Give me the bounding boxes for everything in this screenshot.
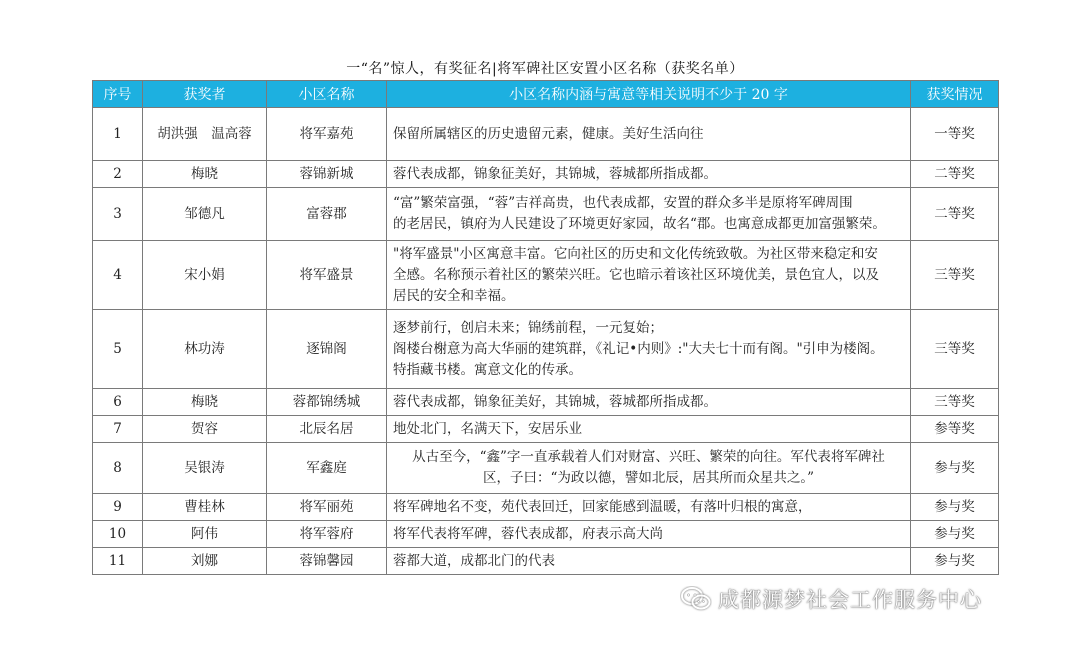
- description-line: 居民的安全和幸福。: [393, 287, 515, 304]
- row-name: 将军蓉府: [267, 521, 387, 548]
- header-award: 获奖情况: [911, 81, 999, 108]
- table-row: [93, 416, 999, 443]
- row-index: 6: [93, 389, 143, 416]
- description-line: 从古至今，“鑫”字一直承载着人们对财富、兴旺、繁荣的向往。军代表将军碑社: [412, 449, 885, 465]
- award-table: [92, 80, 999, 575]
- description-line: 蓉代表成都，锦象征美好，其锦城，蓉城都所指成都。: [393, 393, 717, 410]
- row-name: 蓉锦馨园: [267, 548, 387, 575]
- row-award: 二等奖: [911, 161, 999, 188]
- row-index: 7: [93, 416, 143, 443]
- row-winner: 梅晓: [143, 389, 267, 416]
- header-description: 小区名称内涵与寓意等相关说明不少于 20 字: [387, 81, 911, 108]
- description-line: 全感。名称预示着社区的繁荣兴旺。它也暗示着该社区环境优美，景色宜人，以及: [393, 266, 879, 283]
- row-winner: 曹桂林: [143, 494, 267, 521]
- description-line: 特指藏书楼。寓意文化的传承。: [393, 361, 582, 378]
- row-award: 一等奖: [911, 108, 999, 161]
- row-winner: 胡洪强 温高蓉: [143, 108, 267, 161]
- row-award: 参与奖: [911, 443, 999, 494]
- watermark: [680, 586, 982, 612]
- table-row: [93, 521, 999, 548]
- row-name: 富蓉郡: [267, 188, 387, 241]
- page-title: 一“名”惊人，有奖征名|将军碑社区安置小区名称（获奖名单）: [346, 61, 744, 77]
- header-name: 小区名称: [267, 81, 387, 108]
- row-award: 参与奖: [911, 521, 999, 548]
- row-index: 4: [93, 241, 143, 310]
- description-line: 蓉代表成都，锦象征美好，其锦城，蓉城都所指成都。: [393, 165, 717, 182]
- description-line: 保留所属辖区的历史遗留元素，健康。美好生活向往: [393, 125, 704, 142]
- description-line: 阁楼台榭意为高大华丽的建筑群，《礼记•内则》:"大夫七十而有阁。"引申为楼阁。: [393, 340, 884, 357]
- row-index: 8: [93, 443, 143, 494]
- row-winner: 林功涛: [143, 310, 267, 389]
- row-award: 参与奖: [911, 548, 999, 575]
- row-winner: 贺容: [143, 416, 267, 443]
- table-row: [93, 310, 999, 389]
- table-row: [93, 494, 999, 521]
- row-index: 10: [93, 521, 143, 548]
- row-winner: 阿伟: [143, 521, 267, 548]
- row-description: [387, 443, 911, 494]
- row-name: 逐锦阁: [267, 310, 387, 389]
- description-line: 区，子曰：“为政以德，譬如北辰，居其所而众星共之。”: [482, 470, 815, 486]
- row-winner: 宋小娟: [143, 241, 267, 310]
- row-description: [387, 521, 911, 548]
- header-winner: 获奖者: [143, 81, 267, 108]
- row-description: [387, 161, 911, 188]
- description-line: 的老居民，镇府为人民建设了环境更好家园，故名“郡。也寓意成都更加富强繁荣。: [393, 216, 886, 232]
- row-award: 三等奖: [911, 310, 999, 389]
- table-row: [93, 161, 999, 188]
- row-award: 二等奖: [911, 188, 999, 241]
- description-line: 逐梦前行，创启未来；锦绣前程，一元复始；: [393, 319, 663, 336]
- row-award: 参与奖: [911, 494, 999, 521]
- table-row: [93, 548, 999, 575]
- row-name: 蓉锦新城: [267, 161, 387, 188]
- table-row: [93, 389, 999, 416]
- row-description: [387, 416, 911, 443]
- table-row: [93, 108, 999, 161]
- description-line: 将军碑地名不变，苑代表回迁，回家能感到温暖，有落叶归根的寓意，: [393, 498, 812, 515]
- row-description: [387, 188, 911, 241]
- row-index: 5: [93, 310, 143, 389]
- row-index: 1: [93, 108, 143, 161]
- row-description: [387, 494, 911, 521]
- description-line: 地处北门，名满天下，安居乐业: [393, 420, 582, 437]
- row-winner: 刘娜: [143, 548, 267, 575]
- table-row: [93, 443, 999, 494]
- row-description: [387, 548, 911, 575]
- row-index: 11: [93, 548, 143, 575]
- row-description: [387, 241, 911, 310]
- row-index: 3: [93, 188, 143, 241]
- wechat-icon: [680, 586, 712, 612]
- row-name: 将军盛景: [267, 241, 387, 310]
- row-description: [387, 389, 911, 416]
- description-line: "将军盛景"小区寓意丰富。它向社区的历史和文化传统致敬。为社区带来稳定和安: [393, 245, 878, 262]
- row-index: 9: [93, 494, 143, 521]
- row-name: 将军丽苑: [267, 494, 387, 521]
- row-winner: 吴银涛: [143, 443, 267, 494]
- description-line: 蓉都大道，成都北门的代表: [393, 552, 555, 569]
- header-index: 序号: [93, 81, 143, 108]
- row-name: 北辰名居: [267, 416, 387, 443]
- row-description: [387, 310, 911, 389]
- row-description: [387, 108, 911, 161]
- row-award: 参等奖: [911, 416, 999, 443]
- row-name: 军鑫庭: [267, 443, 387, 494]
- description-line: “富”繁荣富强，“蓉”吉祥高贵，也代表成都，安置的群众多半是原将军碑周围: [393, 195, 853, 211]
- row-award: 三等奖: [911, 389, 999, 416]
- watermark-text: 成都源梦社会工作服务中心: [718, 588, 982, 612]
- description-line: 将军代表将军碑，蓉代表成都，府表示高大尚: [393, 525, 663, 542]
- row-index: 2: [93, 161, 143, 188]
- table-header-row: [93, 81, 999, 108]
- row-name: 将军嘉苑: [267, 108, 387, 161]
- row-name: 蓉都锦绣城: [267, 389, 387, 416]
- table-row: [93, 241, 999, 310]
- table-row: [93, 188, 999, 241]
- row-award: 三等奖: [911, 241, 999, 310]
- row-winner: 梅晓: [143, 161, 267, 188]
- row-winner: 邹德凡: [143, 188, 267, 241]
